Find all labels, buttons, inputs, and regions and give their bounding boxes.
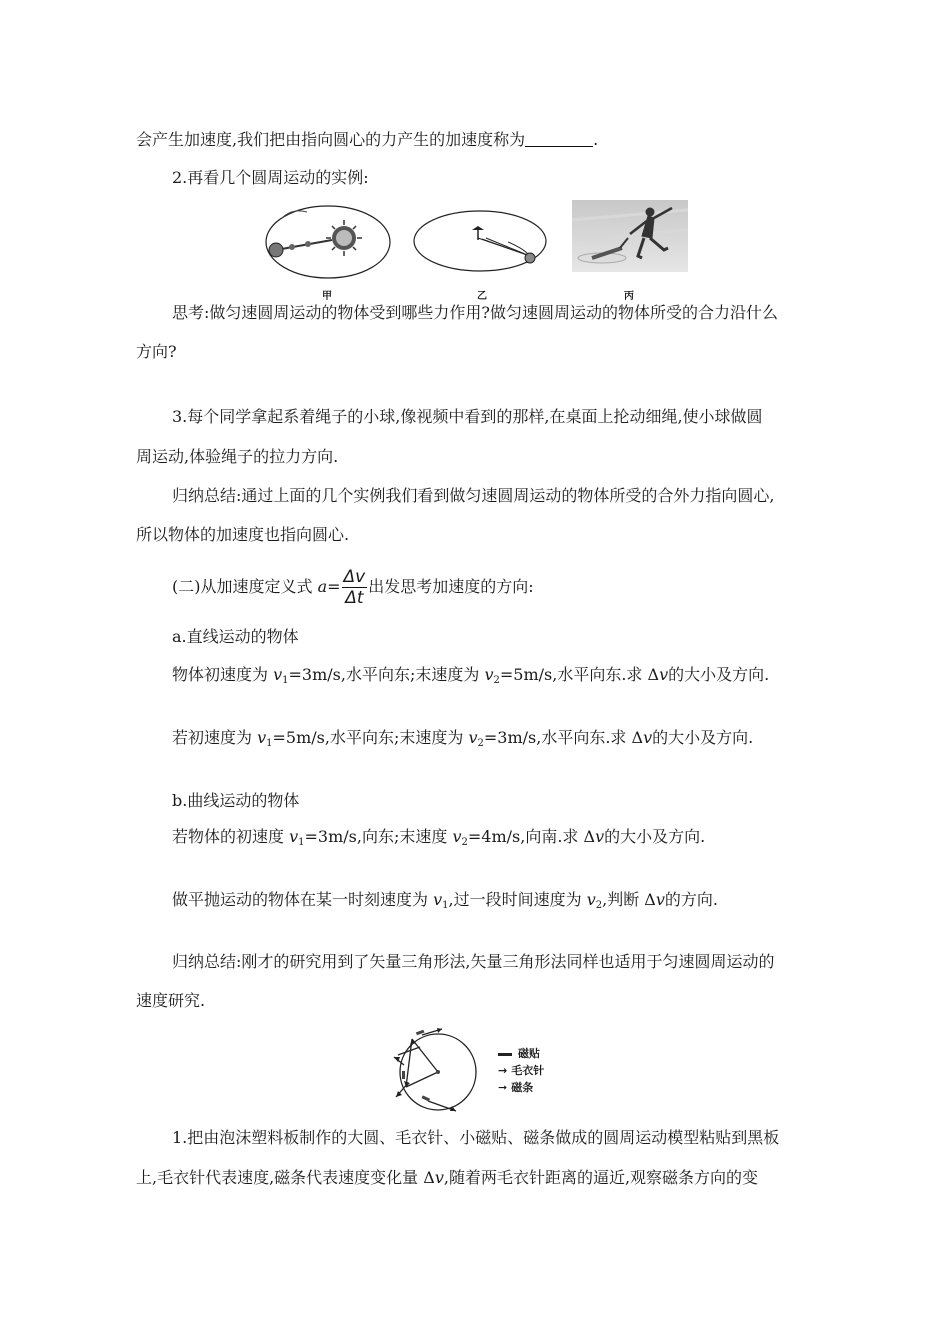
legend-needle [498,1062,544,1078]
item-3-line-1: 3.每个同学拿起系着绳子的小球,像视频中看到的那样,在桌面上抡动细绳,使小球做圆 [172,407,763,426]
section-2-text: (二)从加速度定义式 [172,577,318,596]
paragraph-text: 会产生加速度,我们把由指向圆心的力产生的加速度称为 [136,130,526,149]
var-v: v [452,827,462,846]
var-v: v [433,890,443,909]
magnet-icon [498,1053,512,1056]
section-2-heading [172,565,534,609]
text: ,随着两毛衣针距离的逼近,观察磁条方向的变 [443,1168,759,1187]
var-v: v [468,728,478,747]
figure-orbit-sun [262,200,392,282]
orbit-ellipse [414,211,546,271]
var-v: v [655,890,665,909]
bold-arrow-right-icon: ➞ [498,1081,508,1094]
fill-blank[interactable] [525,132,593,147]
text: =5m/s,水平向东.求 Δ [499,665,660,684]
var-v: v [273,665,283,684]
legend-label: 毛衣针 [511,1064,545,1077]
var-v: v [595,827,605,846]
summary-2-line-2: 速度研究. [136,991,206,1010]
question-a2 [172,728,753,754]
period: . [593,130,599,149]
arrow-right-icon: → [498,1064,508,1077]
subscript: 2 [461,837,468,848]
var-v: v [257,728,267,747]
text: =3m/s,水平向东;末速度为 [288,665,485,684]
text: =3m/s,向东;末速度 [304,827,453,846]
text: 物体初速度为 [172,665,274,684]
fraction-numerator: Δv [343,567,366,587]
subscript: 2 [493,675,500,686]
question-a1 [172,665,769,691]
fraction [342,567,368,608]
var-v: v [484,665,494,684]
fraction-denominator: Δt [345,588,364,608]
subscript: 1 [282,675,289,686]
part-a-heading: a.直线运动的物体 [172,627,299,646]
text: 的方向. [664,890,718,909]
circle-model-diagram [392,1025,496,1113]
var-v: v [434,1168,444,1187]
earth-icon [269,243,283,257]
text: 的大小及方向. [652,728,754,747]
subscript: 2 [477,738,484,749]
ball-icon [525,253,535,263]
figure-ball-on-string [412,208,548,274]
section-2-text-end: 出发思考加速度的方向: [368,577,534,596]
text: ,判断 Δ [602,890,656,909]
think-line-2: 方向? [136,342,177,361]
var-v: v [289,827,299,846]
var-a: a [317,577,328,596]
text: =3m/s,水平向东.求 Δ [483,728,644,747]
legend-label: 磁贴 [518,1047,540,1060]
var-v: v [643,728,653,747]
text: =4m/s,向南.求 Δ [467,827,596,846]
paragraph-continued [136,130,598,150]
subscript: 1 [298,837,305,848]
think-line-1: 思考:做匀速圆周运动的物体受到哪些力作用?做匀速圆周运动的物体所受的合力沿什么 [172,303,778,322]
text: 的大小及方向. [604,827,706,846]
item-3-line-2: 周运动,体验绳子的拉力方向. [136,447,339,466]
text: 若物体的初速度 [172,827,290,846]
text: 做平抛运动的物体在某一时刻速度为 [172,890,434,909]
equals: = [327,577,341,596]
item-1-line-1: 1.把由泡沫塑料板制作的大圆、毛衣针、小磁贴、磁条做成的圆周运动模型粘贴到黑板 [172,1128,780,1147]
caption-b: 乙 [477,291,487,302]
part-b-heading: b.曲线运动的物体 [172,791,300,810]
caption-c: 丙 [624,291,634,302]
var-v: v [659,665,669,684]
subscript: 2 [595,900,603,911]
subscript: 1 [266,738,273,749]
question-b1 [172,827,705,853]
subscript: 1 [442,900,449,911]
item-1-line-2 [136,1168,758,1188]
legend-strip [498,1079,533,1095]
item-2-heading: 2.再看几个圆周运动的实例: [172,168,369,187]
legend-magnet [498,1045,540,1061]
caption-a: 甲 [322,291,332,302]
text: 的大小及方向. [668,665,770,684]
text: 上,毛衣针代表速度,磁条代表速度变化量 Δ [136,1168,435,1187]
text: =5m/s,水平向东;末速度为 [272,728,469,747]
question-b2 [172,890,718,916]
text: ,过一段时间速度为 [448,890,587,909]
text: 若初速度为 [172,728,258,747]
orbit-ellipse [266,206,390,278]
legend-label: 磁条 [511,1081,534,1094]
sun-icon [326,220,362,256]
summary-1-line-2: 所以物体的加速度也指向圆心. [136,525,350,544]
summary-2-line-1: 归纳总结:刚才的研究用到了矢量三角形法,矢量三角形法同样也适用于匀速圆周运动的 [172,952,775,971]
figure-figure-skaters [572,200,688,272]
summary-1-line-1: 归纳总结:通过上面的几个实例我们看到做匀速圆周运动的物体所受的合外力指向圆心, [172,486,775,505]
var-v: v [586,890,596,909]
